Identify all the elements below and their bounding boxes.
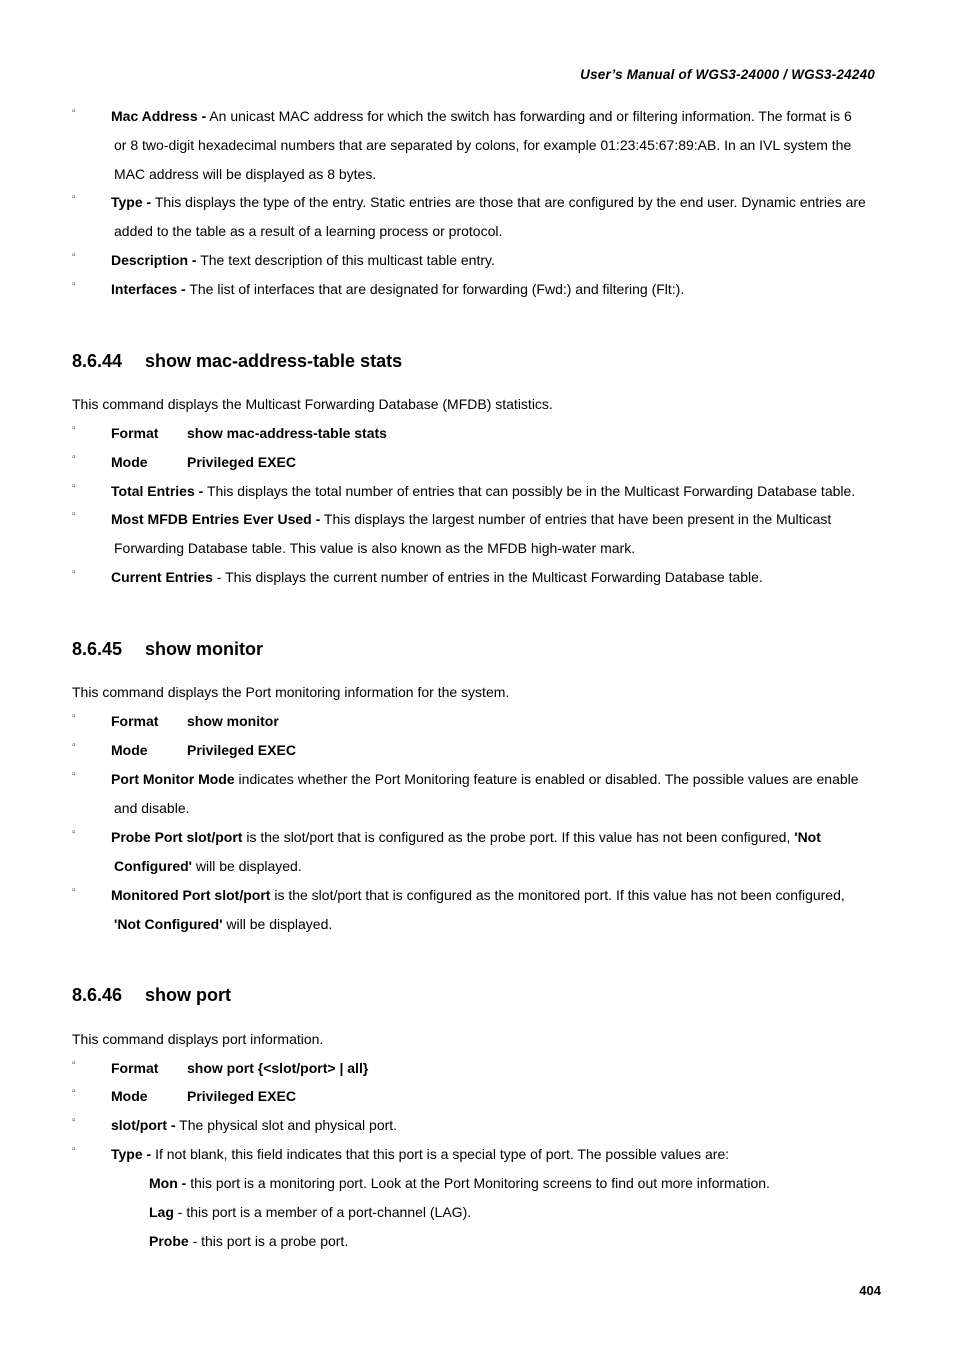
section-description: This command displays the Multicast Forwarding Database (MFDB) statistics. [72,396,553,412]
mode-label: Mode [111,742,148,758]
bullet-mark: ▫ [72,769,76,780]
bullet-mark: ▫ [72,740,76,751]
list-item [0,823,882,881]
sub-item-term: Mon - [149,1175,187,1191]
list-item [0,188,882,246]
item-text: If not blank, this field indicates that this port is a special type of port. The possible values are: [151,1146,730,1162]
format-label: Format [111,713,159,729]
format-value: show monitor [187,713,279,729]
mode-value: Privileged EXEC [187,454,296,470]
format-value: show mac-address-table stats [187,425,387,441]
item-emphasis: Configured' [114,857,192,874]
item-term: slot/port - [111,1117,176,1133]
list-item [0,1111,882,1140]
mode-value: Privileged EXEC [187,1088,296,1104]
sub-item-text: - this port is a member of a port-channel (LAG). [173,1204,472,1220]
item-text: will be displayed. [222,915,333,932]
format-row [0,707,882,736]
bullet-mark: ▫ [72,423,76,434]
item-term: Probe Port slot/port [111,829,243,845]
list-item [0,477,882,506]
item-text: - This displays the current number of entries in the Multicast Forwarding Database table. [212,569,763,585]
item-text: This displays the largest number of entries that have been present in the Multicast [320,511,832,527]
mode-row [0,736,882,765]
bullet-mark: ▫ [72,509,76,520]
section-heading [72,351,402,372]
sub-item-term: Probe [149,1233,189,1249]
item-term: Most MFDB Entries Ever Used - [111,511,321,527]
mode-value: Privileged EXEC [187,742,296,758]
item-term: Total Entries - [111,483,204,499]
list-item [0,275,882,304]
item-term: Description - [111,252,197,268]
mode-row [0,1082,882,1111]
bullet-mark: ▫ [72,1115,76,1126]
section-description: This command displays port information. [72,1031,324,1047]
item-term: Mac Address - [111,108,207,124]
list-item [0,881,882,939]
bullet-mark: ▫ [72,250,76,261]
item-term: Port Monitor Mode [111,771,235,787]
section-number: 8.6.46 [72,985,123,1005]
mode-label: Mode [111,1088,148,1104]
bullet-mark: ▫ [72,279,76,290]
item-text: The text description of this multicast table entry. [196,252,495,268]
list-item [0,102,882,188]
item-text: This displays the total number of entries that can possibly be in the Multicast Forwarding Database table. [203,483,856,499]
list-item [0,1140,882,1169]
sub-item [149,1204,471,1220]
format-row [0,419,882,448]
item-text: is the slot/port that is configured as the probe port. If this value has not been configured, [242,829,795,845]
bullet-mark: ▫ [72,192,76,203]
format-label: Format [111,425,159,441]
bullet-mark: ▫ [72,711,76,722]
item-text: This displays the type of the entry. Static entries are those that are configured by the end user. Dynamic entries are [151,194,866,210]
section-title: show monitor [145,639,263,659]
item-text: and disable. [114,799,190,816]
item-text: Forwarding Database table. This value is also known as the MFDB high-water mark. [114,539,636,556]
item-emphasis: 'Not [794,829,821,845]
list-item [0,505,882,563]
mode-label: Mode [111,454,148,470]
item-term: Interfaces - [111,281,186,297]
item-text: or 8 two-digit hexadecimal numbers that are separated by colons, for example 01:23:45:67:89:AB. In an IVL system the [114,136,852,153]
sub-item-text: - this port is a probe port. [188,1233,349,1249]
sub-item-text: this port is a monitoring port. Look at the Port Monitoring screens to find out more information. [186,1175,770,1191]
section-heading [72,985,231,1006]
page-number: 404 [859,1283,881,1298]
sub-item-term: Lag [149,1204,174,1220]
section-heading [72,639,263,660]
format-row [0,1054,882,1083]
mode-row [0,448,882,477]
section-number: 8.6.45 [72,639,123,659]
item-text: The list of interfaces that are designated for forwarding (Fwd:) and filtering (Flt:). [185,281,685,297]
item-text: will be displayed. [191,857,302,874]
bullet-mark: ▫ [72,885,76,896]
item-term: Monitored Port slot/port [111,887,271,903]
section-title: show mac-address-table stats [145,351,403,371]
sub-item [149,1175,770,1191]
item-text: MAC address will be displayed as 8 bytes. [114,165,377,182]
item-text: The physical slot and physical port. [175,1117,398,1133]
format-label: Format [111,1060,159,1076]
format-value: show port {<slot/port> | all} [187,1060,369,1076]
list-item [0,563,882,592]
sub-item [149,1233,348,1249]
section-title: show port [145,985,231,1005]
list-item [0,765,882,823]
bullet-mark: ▫ [72,1086,76,1097]
list-item [0,246,882,275]
item-term: Type - [111,194,152,210]
page-header: User’s Manual of WGS3-24000 / WGS3-24240 [580,67,875,82]
bullet-mark: ▫ [72,452,76,463]
section-description: This command displays the Port monitoring information for the system. [72,684,510,700]
item-emphasis: 'Not Configured' [114,915,223,932]
item-text: is the slot/port that is configured as the monitored port. If this value has not been configured, [270,887,845,903]
bullet-mark: ▫ [72,567,76,578]
item-text: added to the table as a result of a learning process or protocol. [114,222,503,239]
bullet-mark: ▫ [72,481,76,492]
item-text: An unicast MAC address for which the switch has forwarding and or filtering information. The format is 6 [206,108,852,124]
bullet-mark: ▫ [72,106,76,117]
bullet-mark: ▫ [72,1144,76,1155]
bullet-mark: ▫ [72,1058,76,1069]
item-term: Current Entries [111,569,213,585]
item-text: indicates whether the Port Monitoring feature is enabled or disabled. The possible values are enable [234,771,859,787]
bullet-mark: ▫ [72,827,76,838]
section-number: 8.6.44 [72,351,123,371]
item-term: Type - [111,1146,152,1162]
